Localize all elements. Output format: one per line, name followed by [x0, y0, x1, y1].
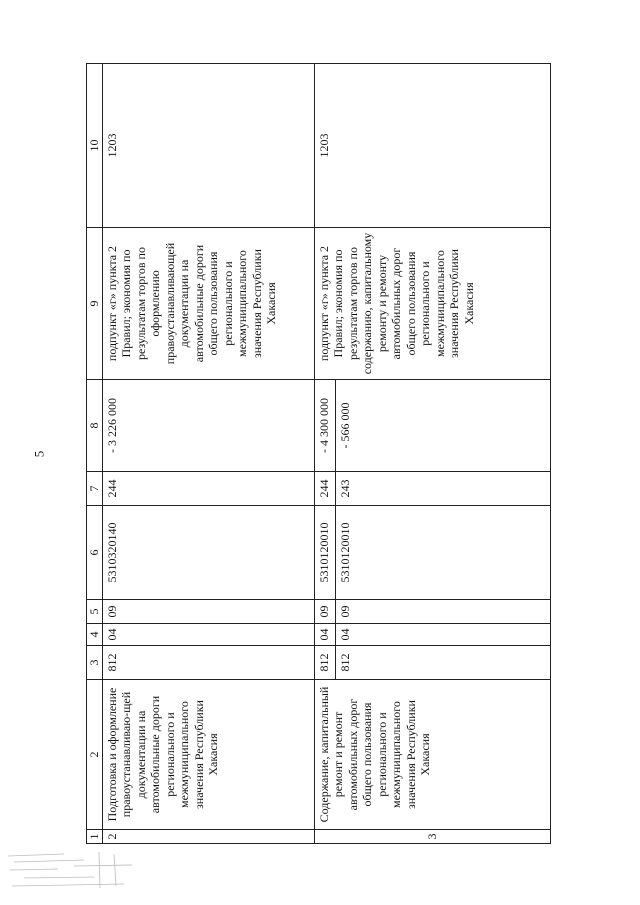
cell-col4 [314, 624, 551, 646]
header-col-2: 2 [87, 680, 103, 830]
row-name: Содержание, капитальный ремонт и ремонт автомобильных дорог общего пользования регионального и межмуниципального значения Республики Хакасия [314, 680, 551, 830]
faded-stamp-mark [4, 848, 136, 892]
table-row-3 [314, 64, 551, 844]
cell-col10: 1203 [314, 64, 551, 228]
cell-col5: 09 [102, 600, 314, 624]
row-number: 3 [314, 830, 551, 844]
cell-col5 [314, 600, 551, 624]
header-row [87, 64, 103, 844]
header-col-5: 5 [87, 600, 103, 624]
budget-table [86, 63, 551, 844]
cell-col9: подпункт «г» пункта 2 Правил; экономия по результатам торгов по оформлению правоустанавливающей документации на автомобильные дороги общего пользования регионального и межмуниципального значения Республики Хакасия [102, 228, 314, 380]
cell-col7-line2: 243 [335, 472, 355, 505]
cell-col6 [314, 506, 551, 600]
cell-col6: 5310320140 [102, 506, 314, 600]
cell-col9: подпункт «г» пункта 2 Правил; экономия по результатам торгов по содержанию, капитальному ремонту и ремонту автомобильных дорог общего пользования регионального и межмуниципального значения Республики Хакасия [314, 228, 551, 380]
cell-col3 [314, 646, 551, 680]
header-col-6: 6 [87, 506, 103, 600]
cell-col3-line1: 812 [316, 653, 331, 672]
cell-col6-line2: 5310120010 [335, 506, 355, 599]
cell-col4: 04 [102, 624, 314, 646]
cell-col8-line1: - 4 300 000 [316, 398, 331, 453]
cell-col3: 812 [102, 646, 314, 680]
table-row-2 [102, 64, 314, 844]
header-col-8: 8 [87, 380, 103, 472]
header-col-1: 1 [87, 830, 103, 844]
cell-col7-line1: 244 [316, 479, 331, 498]
header-col-3: 3 [87, 646, 103, 680]
cell-col8 [314, 380, 551, 472]
cell-col6-line1: 5310120010 [316, 522, 331, 583]
cell-col7: 244 [102, 472, 314, 506]
header-col-10: 10 [87, 64, 103, 228]
row-name: Подготовка и оформление правоустанавливаю-щей документации на автомобильные дороги регионального и межмуниципального значения Республики Хакасия [102, 680, 314, 830]
rotated-table-container [86, 64, 551, 844]
cell-col4-line1: 04 [316, 628, 331, 641]
cell-col10: 1203 [102, 64, 314, 228]
header-col-4: 4 [87, 624, 103, 646]
cell-col5-line1: 09 [316, 605, 331, 618]
cell-col5-line2: 09 [335, 600, 355, 623]
cell-col8-line2: - 566 000 [335, 380, 355, 471]
cell-col4-line2: 04 [335, 624, 355, 645]
row-number: 2 [102, 830, 314, 844]
cell-col8: - 3 226 000 [102, 380, 314, 472]
header-col-9: 9 [87, 228, 103, 380]
cell-col7 [314, 472, 551, 506]
cell-col3-line2: 812 [335, 646, 355, 679]
page-number: 5 [31, 450, 47, 458]
header-col-7: 7 [87, 472, 103, 506]
